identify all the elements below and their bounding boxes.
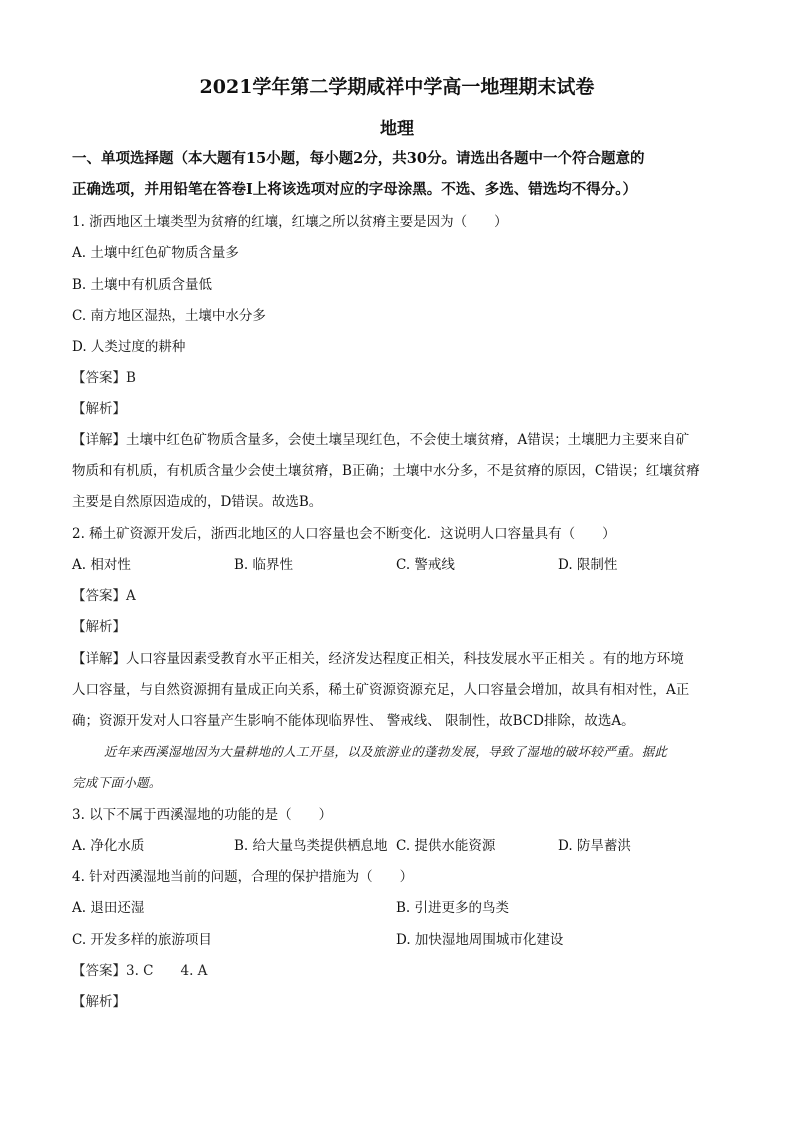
q3-option-a: A. 净化水质: [72, 838, 145, 854]
q3-option-c: C. 提供水能资源: [396, 838, 496, 854]
q1-detail-line2: 物质和有机质，有机质含量少会使土壤贫瘠，B正确；土壤中水分多，不是贫瘠的原因，C错误；红壤贫瘠: [72, 463, 700, 479]
q2-detail-line1: 【详解】人口容量因素受教育水平正相关，经济发达程度正相关，科技发展水平正相关 。有的地方环境: [72, 651, 684, 667]
q2-option-a: A. 相对性: [72, 557, 131, 573]
section-instructions-line2: 正确选项，并用铅笔在答卷Ⅰ上将该选项对应的字母涂黑。不选、多选、错选均不得分。）: [72, 181, 638, 198]
q1-stem: 1. 浙西地区土壤类型为贫瘠的红壤，红壤之所以贫瘠主要是因为（ ）: [72, 214, 508, 230]
q2-detail-line2: 人口容量，与自然资源拥有量成正向关系，稀土矿资源资源充足，人口容量会增加，故具有相对性，A正: [72, 682, 690, 698]
q1-detail-line3: 主要是自然原因造成的，D错误。故选B。: [72, 494, 323, 510]
q1-answer: 【答案】B: [72, 370, 136, 386]
q4-option-a: A. 退田还湿: [72, 900, 145, 916]
material-line2: 完成下面小题。: [72, 775, 162, 790]
q3-option-b: B. 给大量鸟类提供栖息地: [234, 838, 388, 854]
q4-stem: 4. 针对西溪湿地当前的问题，合理的保护措施为（ ）: [72, 869, 414, 885]
q1-option-b: B. 土壤中有机质含量低: [72, 277, 213, 293]
section-instructions-line1: 一、单项选择题（本大题有15小题，每小题2分，共30分。请选出各题中一个符合题意的: [72, 150, 645, 167]
q4-option-d: D. 加快湿地周围城市化建设: [396, 932, 564, 948]
subject-heading: 地理: [380, 119, 414, 139]
q3-option-d: D. 防旱蓄洪: [558, 838, 631, 854]
q2-answer: 【答案】A: [72, 588, 136, 604]
q1-detail-line1: 【详解】土壤中红色矿物质含量多，会使土壤呈现红色，不会使土壤贫瘠，A错误；土壤肥力主要来自矿: [72, 432, 690, 448]
q1-option-d: D. 人类过度的耕种: [72, 339, 186, 355]
q34-analysis-label: 【解析】: [72, 994, 126, 1010]
q1-option-a: A. 土壤中红色矿物质含量多: [72, 245, 239, 261]
q2-option-d: D. 限制性: [558, 557, 618, 573]
q4-option-c: C. 开发多样的旅游项目: [72, 932, 212, 948]
page-title: 2021学年第二学期咸祥中学高一地理期末试卷: [199, 76, 595, 98]
q2-stem: 2. 稀土矿资源开发后，浙西北地区的人口容量也会不断变化．这说明人口容量具有（ ）: [72, 526, 616, 542]
q4-option-b: B. 引进更多的鸟类: [396, 900, 510, 916]
q1-option-c: C. 南方地区湿热，土壤中水分多: [72, 308, 266, 324]
q2-option-b: B. 临界性: [234, 557, 294, 573]
q2-detail-line3: 确；资源开发对人口容量产生影响不能体现临界性、 警戒线、 限制性，故BCD排除，故选A。: [72, 713, 635, 729]
q34-answer: 【答案】3. C 4. A: [72, 963, 208, 979]
material-line1: 近年来西溪湿地因为大量耕地的人工开垦，以及旅游业的蓬勃发展，导致了湿地的破坏较严重。据此: [104, 744, 668, 759]
q1-analysis-label: 【解析】: [72, 401, 126, 417]
q2-option-c: C. 警戒线: [396, 557, 455, 573]
q2-analysis-label: 【解析】: [72, 619, 126, 635]
q3-stem: 3. 以下不属于西溪湿地的功能的是（ ）: [72, 807, 333, 823]
